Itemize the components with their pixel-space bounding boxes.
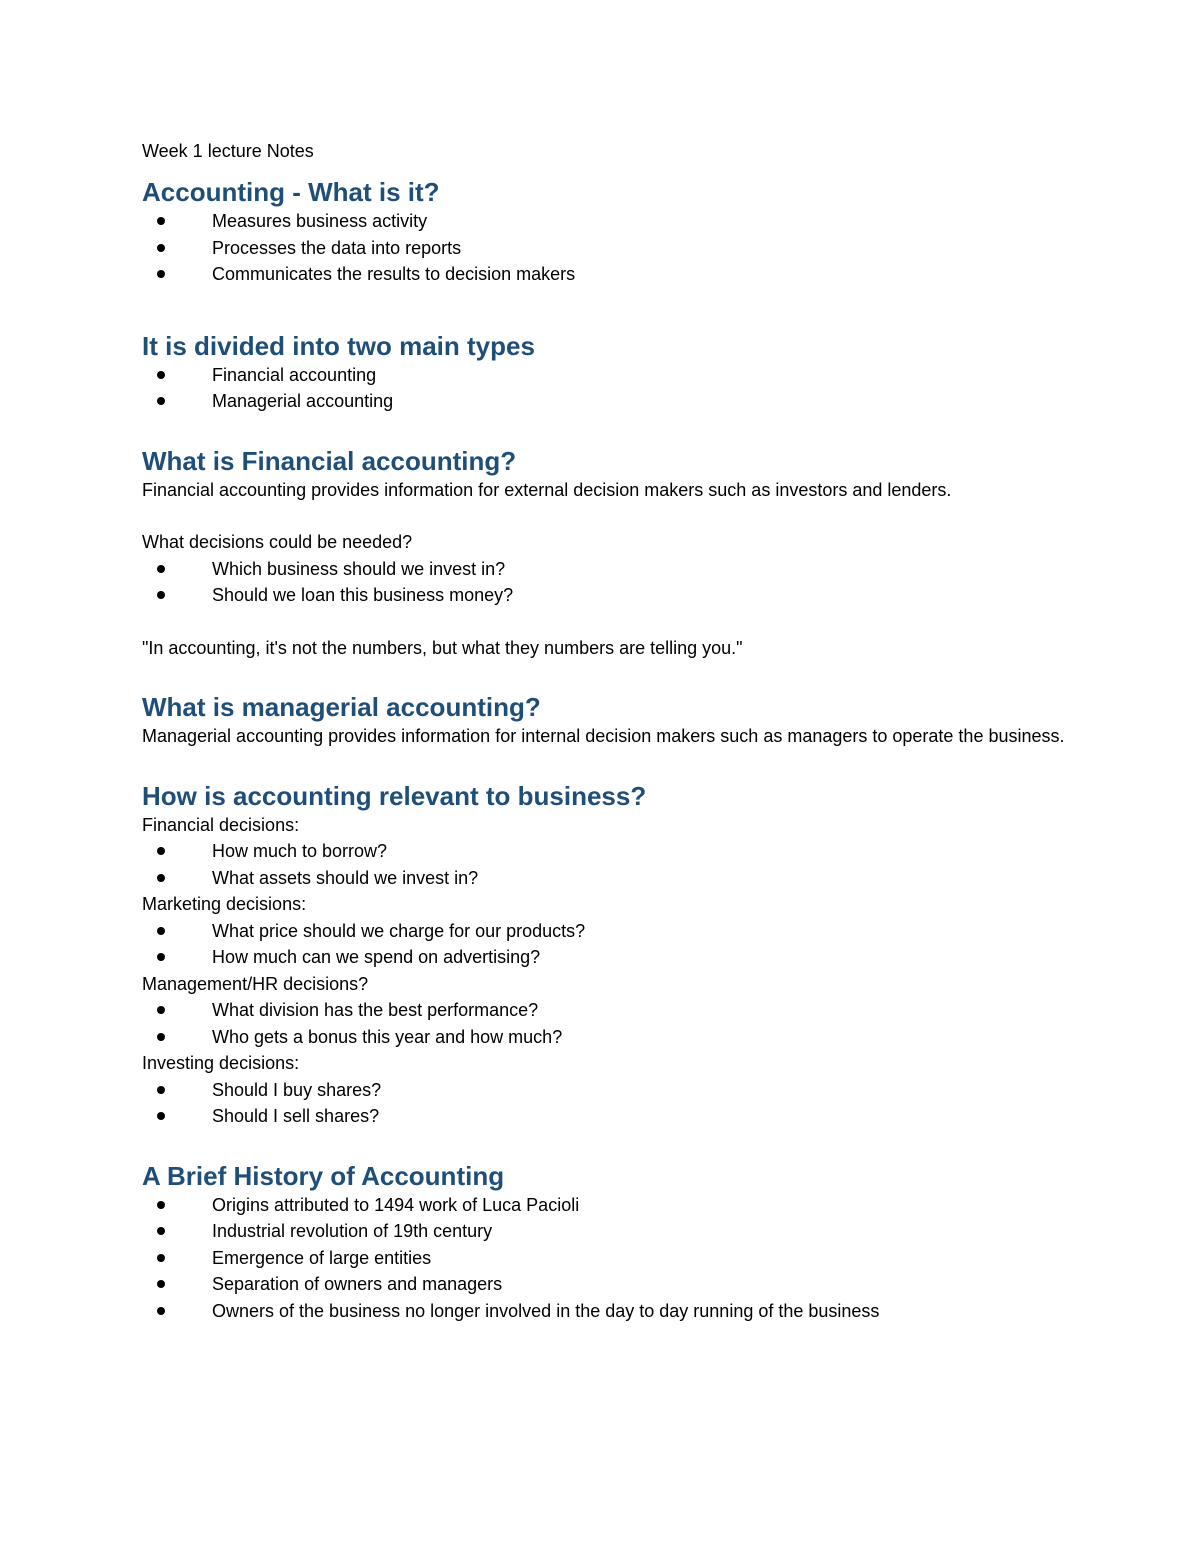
spacer <box>142 609 1082 635</box>
list-item: Emergence of large entities <box>142 1245 1082 1272</box>
list-item: Managerial accounting <box>142 388 1082 415</box>
section-heading-financial-accounting: What is Financial accounting? <box>142 445 517 476</box>
spacer <box>142 1130 1082 1160</box>
bullet-icon <box>157 1033 165 1041</box>
financial-accounting-paragraph: Financial accounting provides information for external decision makers such as investors and lenders. <box>142 479 952 500</box>
list-item: Who gets a bonus this year and how much? <box>142 1024 1082 1051</box>
spacer <box>142 661 1082 691</box>
marketing-decisions-group <box>142 918 1082 971</box>
bullet-icon <box>157 1086 165 1094</box>
list-item: Which business should we invest in? <box>142 556 1082 583</box>
bullet-icon <box>157 1006 165 1014</box>
decisions-question: What decisions could be needed? <box>142 532 413 552</box>
bullet-icon <box>157 847 165 855</box>
list-item: Industrial revolution of 19th century <box>142 1218 1082 1245</box>
financial-decisions-group <box>142 838 1082 891</box>
section-heading-managerial-accounting: What is managerial accounting? <box>142 692 541 722</box>
bullet-icon <box>157 927 165 935</box>
document-page <box>142 138 1082 1324</box>
list-item: Should I buy shares? <box>142 1077 1082 1104</box>
list-item: What assets should we invest in? <box>142 865 1082 892</box>
bullet-icon <box>157 953 165 961</box>
group-label: Marketing decisions: <box>142 894 307 914</box>
list-item: How much can we spend on advertising? <box>142 944 1082 971</box>
bullet-icon <box>157 1112 165 1120</box>
accounting-types-list <box>142 362 1082 415</box>
bullet-icon <box>157 591 165 599</box>
investing-decisions-group <box>142 1077 1082 1130</box>
bullet-icon <box>157 1280 165 1288</box>
list-item: Processes the data into reports <box>142 235 1082 262</box>
section-heading-history-of-accounting: A Brief History of Accounting <box>142 1160 505 1191</box>
list-item: Should I sell shares? <box>142 1103 1082 1130</box>
list-item: Measures business activity <box>142 208 1082 235</box>
list-item: Owners of the business no longer involved in the day to day running of the business <box>142 1298 1082 1325</box>
list-item: What division has the best performance? <box>142 997 1082 1024</box>
list-item: Origins attributed to 1494 work of Luca Pacioli <box>142 1192 1082 1219</box>
bullet-icon <box>157 1227 165 1235</box>
spacer <box>142 750 1082 780</box>
spacer <box>142 503 1082 529</box>
list-item: How much to borrow? <box>142 838 1082 865</box>
bullet-icon <box>157 397 165 405</box>
bullet-icon <box>157 244 165 252</box>
management-hr-decisions-group <box>142 997 1082 1050</box>
managerial-accounting-paragraph: Managerial accounting provides information for internal decision makers such as managers to operate the business. <box>142 726 1065 746</box>
list-item: Separation of owners and managers <box>142 1271 1082 1298</box>
list-item: What price should we charge for our products? <box>142 918 1082 945</box>
spacer <box>142 288 1082 330</box>
list-item: Financial accounting <box>142 362 1082 389</box>
list-item: Should we loan this business money? <box>142 582 1082 609</box>
section-heading-two-main-types: It is divided into two main types <box>142 330 535 361</box>
history-list <box>142 1192 1082 1325</box>
bullet-icon <box>157 874 165 882</box>
financial-decisions-list <box>142 556 1082 609</box>
bullet-icon <box>157 217 165 225</box>
list-item: Communicates the results to decision makers <box>142 261 1082 288</box>
group-label: Management/HR decisions? <box>142 973 369 994</box>
bullet-icon <box>157 1307 165 1315</box>
section-heading-accounting-what-is-it: Accounting - What is it? <box>142 177 440 207</box>
bullet-icon <box>157 371 165 379</box>
bullet-icon <box>157 565 165 573</box>
group-label: Financial decisions: <box>142 814 300 835</box>
bullet-icon <box>157 1201 165 1209</box>
accounting-definition-list <box>142 208 1082 288</box>
spacer <box>142 415 1082 445</box>
document-title: Week 1 lecture Notes <box>142 141 314 161</box>
section-heading-relevance-to-business: How is accounting relevant to business? <box>142 780 647 811</box>
group-label: Investing decisions: <box>142 1053 300 1073</box>
bullet-icon <box>157 270 165 278</box>
accounting-quote: "In accounting, it's not the numbers, but what they numbers are telling you." <box>142 637 743 658</box>
bullet-icon <box>157 1254 165 1262</box>
